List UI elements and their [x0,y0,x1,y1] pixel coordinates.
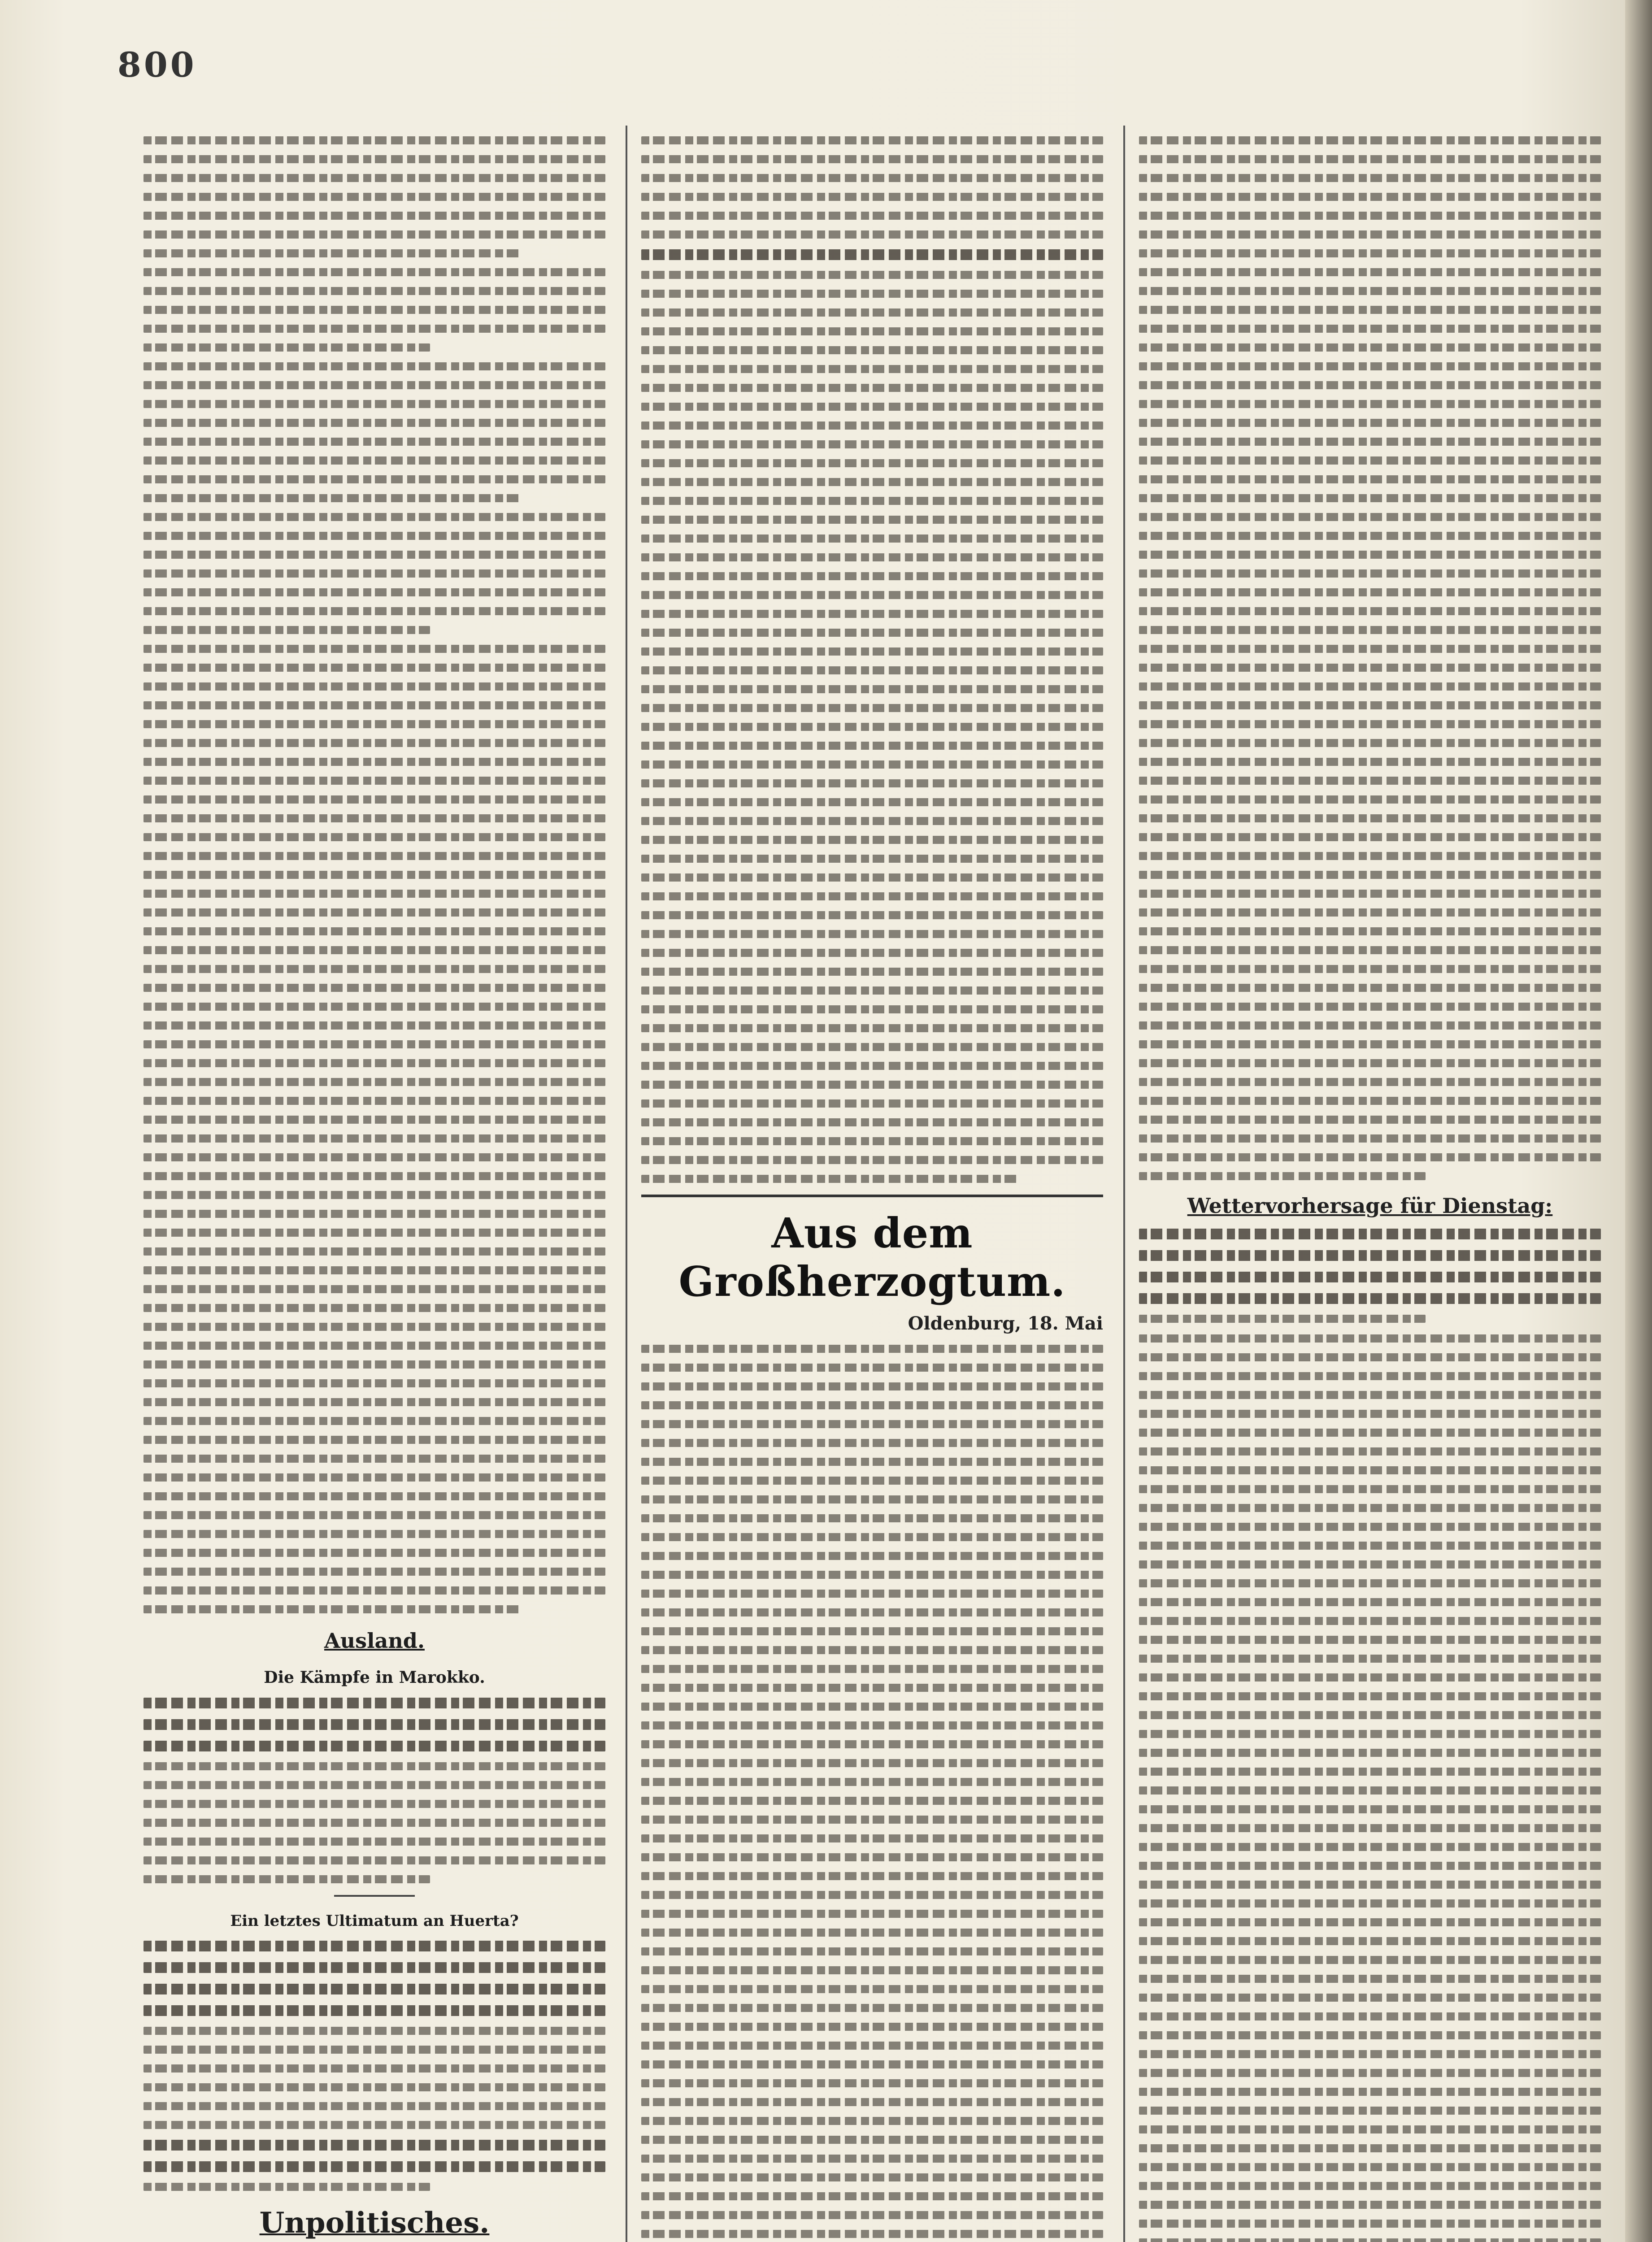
text-block-weather [1139,1229,1601,1323]
text-block-col3-bottom [1139,1334,1601,2242]
subheading-ultimatum: Ein letztes Ultimatum an Huerta? [230,1912,519,1930]
column-rule-right [1123,126,1125,2242]
text-block-1 [143,136,605,1613]
text-block-col3-top [1139,136,1601,1180]
column-1 [143,126,605,2242]
separator [334,1895,415,1897]
page-edge-shadow [1625,0,1652,2242]
heading-weather-forecast: Wettervorhersage für Dienstag: [1187,1194,1553,1218]
dateline-oldenburg: Oldenburg, 18. Mai [908,1313,1103,1334]
column-rule-left [626,126,627,2242]
heading-aus-dem-grossherzogtum: Aus dem Großherzogtum. [678,1209,1066,1306]
heading-ausland: Ausland. [324,1629,425,1653]
text-block-marokko [143,1698,605,1883]
page-number: 800 [117,45,197,85]
text-block-ultimatum [143,1941,605,2191]
heading-unpolitisches: Unpolitisches. [259,2206,490,2240]
column-2 [641,126,1103,2242]
section-divider [641,1195,1103,1197]
text-block-col2-top [641,136,1103,1183]
column-3 [1139,126,1601,2242]
text-block-grossherzogtum [641,1345,1103,2242]
subheading-kaempfe-marokko: Die Kämpfe in Marokko. [264,1668,485,1687]
